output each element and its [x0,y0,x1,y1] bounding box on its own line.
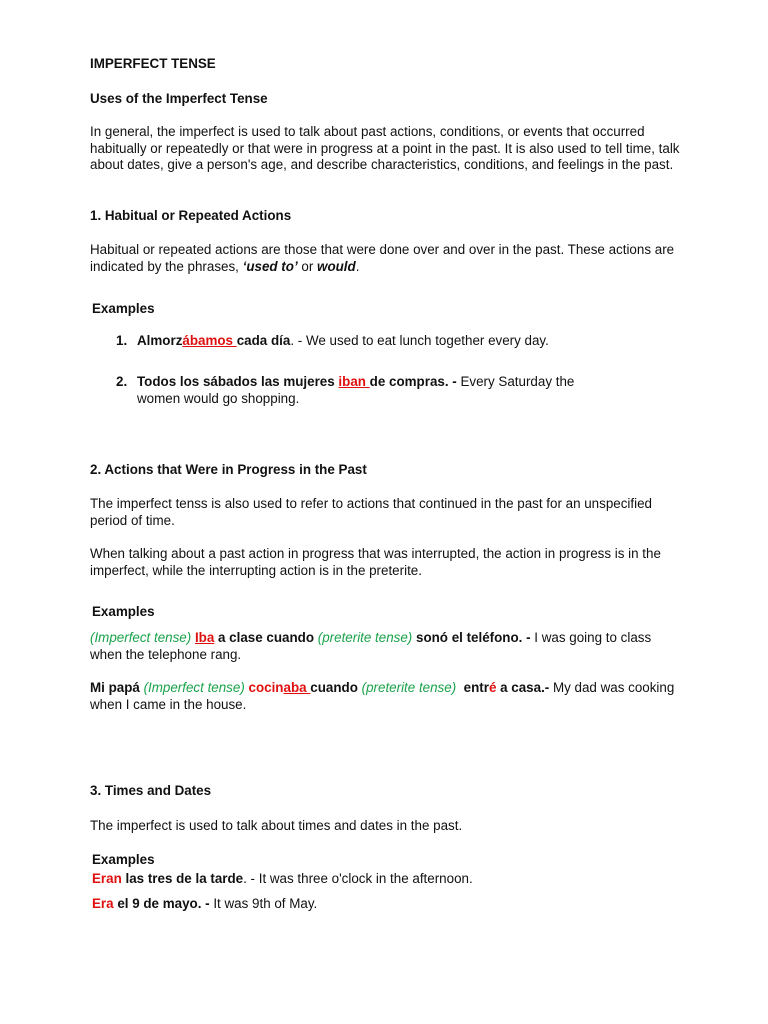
section2-example1 [90,630,680,663]
preterite-label: (preterite tense) [317,630,413,645]
ex1-translation: I was going to class when the telephone rang. [90,630,652,662]
preterite-ending: é [488,680,497,695]
document-subtitle: Uses of the Imperfect Tense [90,91,268,106]
section2-example2 [90,680,680,713]
section1-paragraph [90,242,680,275]
imperfect-label: (Imperfect tense) [90,630,195,645]
section2-examples-label: Examples [92,604,155,619]
ex1-rest: las tres de la tarde [121,871,244,886]
imperfect-label: (Imperfect tense) [143,680,249,695]
ex2-pre: Mi papá [90,680,144,695]
ex2-translation: My dad was cooking when I came in the house. [90,680,675,712]
ex2-mid: cuando [310,680,362,695]
section1-heading: 1. Habitual or Repeated Actions [90,208,292,223]
section1-example2 [137,374,577,407]
section2-paragraph1: The imperfect tenss is also used to refer to actions that continued in the past for an unspecified period of time. [90,496,652,528]
verb-stem: cocin [248,680,284,695]
verb-iba: Iba [194,630,215,645]
ex2-translation: Every Saturday the women would go shopping. [137,374,575,406]
intro-paragraph: In general, the imperfect is used to talk about past actions, conditions, or events that occurred habitually or repeatedly or that were in progress at a point in the past. It is also used to tell time, talk about dates, give a person's age, and describe characteristics, conditions, and feelings in the past. [90,124,680,173]
verb-era: Era [92,896,114,911]
section3-example1 [92,871,682,888]
ex2-pret-rest: a casa.- [496,680,550,695]
ex2-rest: el 9 de mayo. - [113,896,210,911]
section2-heading: 2. Actions that Were in Progress in the Past [90,462,367,477]
ex1-ending: ábamos [182,333,237,348]
ex1-stem: Almorz [137,333,183,348]
section3-heading: 3. Times and Dates [90,783,212,798]
verb-eran: Eran [92,871,122,886]
section3-example2 [92,896,682,913]
preterite-stem: entr [463,680,489,695]
section1-period: . [355,258,360,274]
ex2-pre: Todos los sábados las mujeres [137,374,339,389]
section1-text: Habitual or repeated actions are those that were done over and over in the past. These actions are indicated by the phrases, [90,242,675,274]
ex1-rest: cada día [236,333,291,348]
section1-or: or [297,258,318,274]
section1-example1 [137,333,577,350]
ex1-mid: a clase cuando [214,630,318,645]
document-title: IMPERFECT TENSE [90,56,216,71]
section3-paragraph: The imperfect is used to talk about times and dates in the past. [90,818,463,833]
ex2-translation: It was 9th of May. [209,896,318,911]
ex2-verb: iban [338,374,370,389]
preterite-label: (preterite tense) [361,680,457,695]
example1-number: 1. [116,333,128,348]
section1-examples-label: Examples [92,301,155,316]
phrase-would: would [317,258,356,274]
ex1-translation: We used to eat lunch together every day. [305,333,549,348]
section2-paragraph2: When talking about a past action in progress that was interrupted, the action in progress is in the imperfect, while the interrupting action is in the preterite. [90,546,661,578]
verb-ending: aba [283,680,311,695]
ex1-translation: . - It was three o'clock in the afternoon. [243,871,473,886]
ex2-space [456,680,463,695]
ex2-rest: de compras. - [369,374,457,389]
example2-number: 2. [116,374,128,389]
phrase-used-to: ‘used to’ [242,258,298,274]
section3-examples-label: Examples [92,852,155,867]
ex1-preterite-clause: sonó el teléfono. - [412,630,531,645]
ex1-dash: . - [290,333,306,348]
